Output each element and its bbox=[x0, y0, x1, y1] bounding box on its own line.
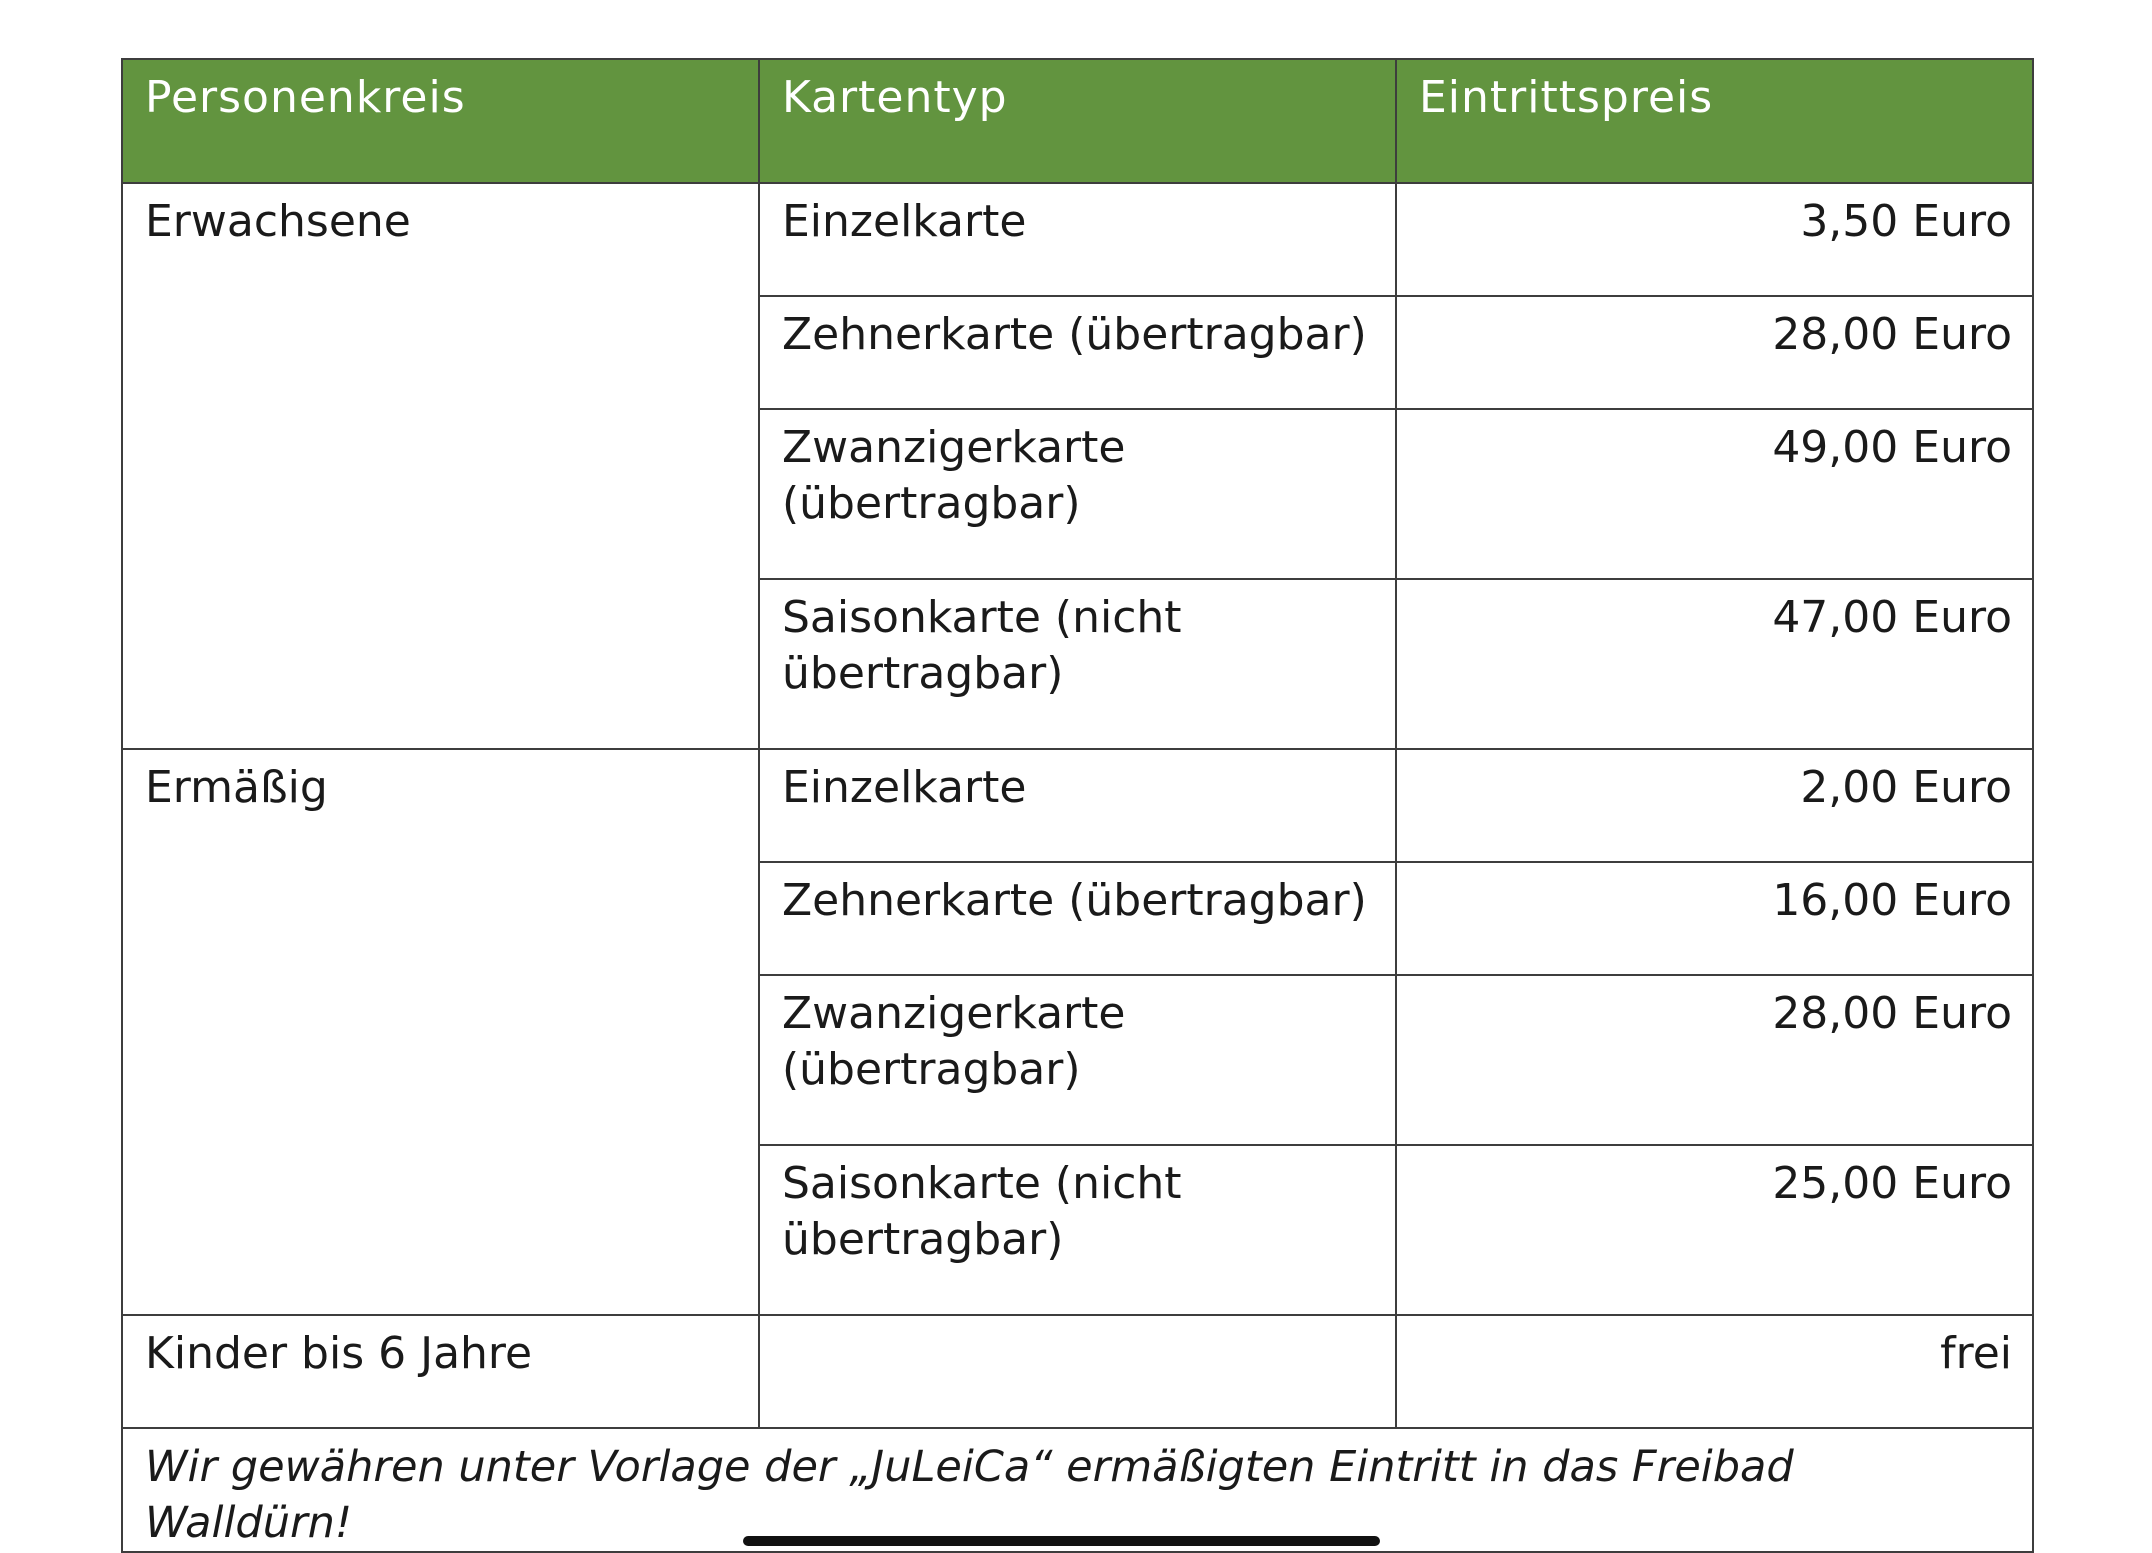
table-row bbox=[122, 749, 2033, 862]
ticket-type-cell: Zehnerkarte (übertragbar) bbox=[759, 862, 1396, 975]
price-cell: 25,00 Euro bbox=[1396, 1145, 2033, 1315]
price-cell: 3,50 Euro bbox=[1396, 183, 2033, 296]
price-cell: 28,00 Euro bbox=[1396, 975, 2033, 1145]
ticket-type-cell: Einzelkarte bbox=[759, 749, 1396, 862]
price-cell: frei bbox=[1396, 1315, 2033, 1428]
price-cell: 28,00 Euro bbox=[1396, 296, 2033, 409]
ticket-type-cell: Saisonkarte (nicht übertragbar) bbox=[759, 1145, 1396, 1315]
group-label-ermaessig: Ermäßig bbox=[122, 749, 759, 1315]
table-row bbox=[122, 183, 2033, 296]
price-cell: 16,00 Euro bbox=[1396, 862, 2033, 975]
ticket-type-cell: Saisonkarte (nicht übertragbar) bbox=[759, 579, 1396, 749]
ticket-type-cell: Zehnerkarte (übertragbar) bbox=[759, 296, 1396, 409]
juleica-note: Wir gewähren unter Vorlage der „JuLeiCa“ ermäßigten Eintritt in das Freibad Walldürn! bbox=[122, 1428, 2033, 1552]
group-label-kinder: Kinder bis 6 Jahre bbox=[122, 1315, 759, 1428]
price-table bbox=[121, 58, 2034, 1553]
price-cell: 2,00 Euro bbox=[1396, 749, 2033, 862]
table-row bbox=[122, 1315, 2033, 1428]
ticket-type-cell: Einzelkarte bbox=[759, 183, 1396, 296]
price-cell: 47,00 Euro bbox=[1396, 579, 2033, 749]
ticket-type-cell: Zwanzigerkarte (übertragbar) bbox=[759, 975, 1396, 1145]
header-kartentyp: Kartentyp bbox=[759, 59, 1396, 183]
header-eintrittspreis: Eintrittspreis bbox=[1396, 59, 2033, 183]
ticket-type-cell: Zwanzigerkarte (übertragbar) bbox=[759, 409, 1396, 579]
ticket-type-cell bbox=[759, 1315, 1396, 1428]
table-header-row bbox=[122, 59, 2033, 183]
group-label-erwachsene: Erwachsene bbox=[122, 183, 759, 749]
price-cell: 49,00 Euro bbox=[1396, 409, 2033, 579]
header-personenkreis: Personenkreis bbox=[122, 59, 759, 183]
note-row bbox=[122, 1428, 2033, 1552]
